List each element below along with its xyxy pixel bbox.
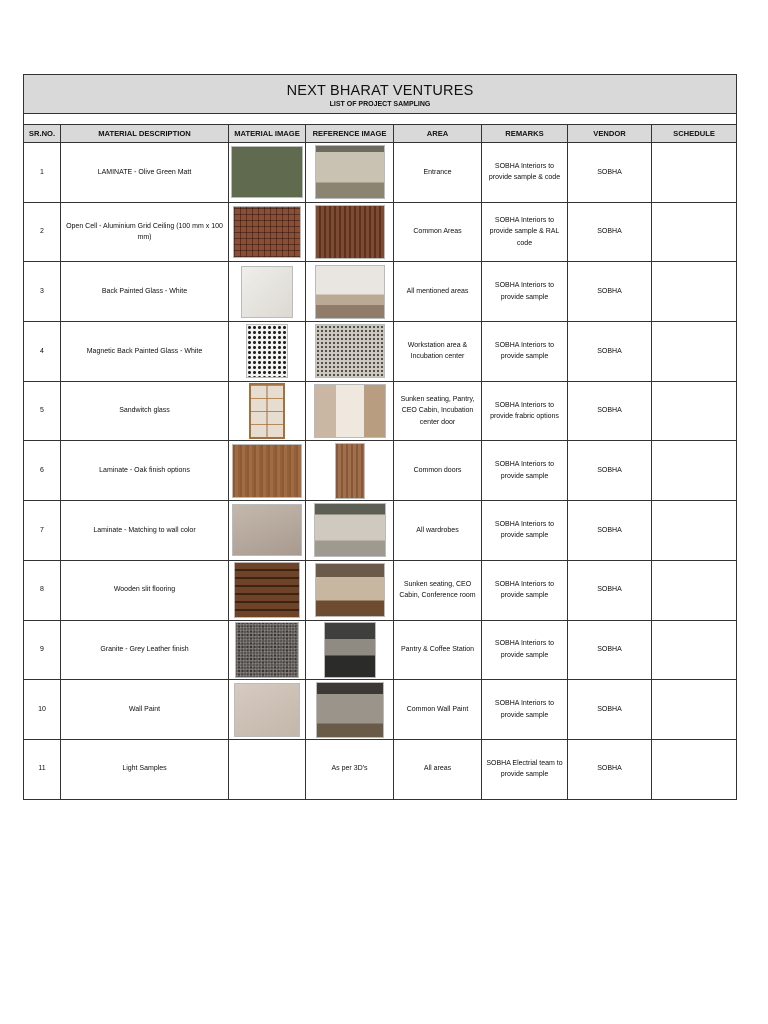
wooden-flooring-swatch (234, 562, 300, 618)
schedule (652, 680, 737, 740)
material-image (229, 680, 306, 740)
door-render-image (335, 443, 365, 499)
granite-swatch (235, 622, 299, 678)
pantry-render-image (324, 622, 376, 678)
oak-laminate-swatch (232, 444, 302, 498)
entrance-render-image (315, 145, 385, 199)
vendor: SOBHA (568, 381, 652, 441)
material-image (229, 381, 306, 441)
sr-no: 1 (24, 143, 61, 203)
reference-image (306, 501, 394, 561)
schedule (652, 620, 737, 680)
table-row (24, 620, 737, 680)
reference-image (306, 620, 394, 680)
schedule (652, 739, 737, 799)
table-row (24, 501, 737, 561)
table-row (24, 441, 737, 501)
material-description: LAMINATE - Olive Green Matt (61, 143, 229, 203)
remarks: SOBHA Interiors to provide sample & code (482, 143, 568, 203)
schedule (652, 501, 737, 561)
sunken-seating-render-image (314, 384, 386, 438)
page-subtitle: LIST OF PROJECT SAMPLING (329, 100, 431, 108)
remarks: SOBHA Interiors to provide sample & RAL code (482, 202, 568, 262)
schedule (652, 322, 737, 382)
sr-no: 8 (24, 560, 61, 620)
col-header-area: AREA (394, 125, 482, 143)
material-description: Magnetic Back Painted Glass - White (61, 322, 229, 382)
material-description: Back Painted Glass - White (61, 262, 229, 322)
vendor: SOBHA (568, 739, 652, 799)
vendor: SOBHA (568, 680, 652, 740)
schedule (652, 560, 737, 620)
area: All areas (394, 739, 482, 799)
col-header-srno: SR.NO. (24, 125, 61, 143)
page-title: NEXT BHARAT VENTURES (286, 82, 474, 99)
reference-image (306, 381, 394, 441)
remarks: SOBHA Interiors to provide sample (482, 620, 568, 680)
col-header-material-image: MATERIAL IMAGE (229, 125, 306, 143)
remarks: SOBHA Interiors to provide sample (482, 501, 568, 561)
material-image (229, 143, 306, 203)
material-image (229, 739, 306, 799)
material-image (229, 202, 306, 262)
title-row (24, 75, 737, 114)
sr-no: 5 (24, 381, 61, 441)
cabin-render-image (315, 563, 385, 617)
material-description: Laminate - Matching to wall color (61, 501, 229, 561)
wall-render-image (316, 682, 384, 738)
white-glass-swatch (241, 266, 293, 318)
sr-no: 6 (24, 441, 61, 501)
vendor: SOBHA (568, 620, 652, 680)
vendor: SOBHA (568, 202, 652, 262)
schedule (652, 441, 737, 501)
area: Entrance (394, 143, 482, 203)
wall-color-laminate-swatch (232, 504, 302, 556)
material-description: Laminate - Oak finish options (61, 441, 229, 501)
reference-image (306, 680, 394, 740)
material-description: Wooden slit flooring (61, 560, 229, 620)
glass-render-image (315, 265, 385, 319)
table-row (24, 202, 737, 262)
schedule (652, 262, 737, 322)
workstation-render-image (315, 324, 385, 378)
reference-text: As per 3D's (306, 739, 394, 799)
remarks: SOBHA Interiors to provide sample (482, 680, 568, 740)
sr-no: 7 (24, 501, 61, 561)
sr-no: 10 (24, 680, 61, 740)
schedule (652, 202, 737, 262)
area: All mentioned areas (394, 262, 482, 322)
remarks: SOBHA Interiors to provide sample (482, 322, 568, 382)
table-row (24, 739, 737, 799)
wardrobe-render-image (314, 503, 386, 557)
table-row (24, 143, 737, 203)
area: Pantry & Coffee Station (394, 620, 482, 680)
reference-image (306, 322, 394, 382)
table-row (24, 322, 737, 382)
material-description: Open Cell - Aluminium Grid Ceiling (100 mm x 100 mm) (61, 202, 229, 262)
area: Sunken seating, Pantry, CEO Cabin, Incubation center door (394, 381, 482, 441)
reference-image (306, 262, 394, 322)
col-header-material-description: MATERIAL DESCRIPTION (61, 125, 229, 143)
sampling-table (23, 74, 737, 800)
vendor: SOBHA (568, 560, 652, 620)
grid-ceiling-swatch (233, 206, 301, 258)
ceiling-render-image (315, 205, 385, 259)
col-header-reference-image: REFERENCE IMAGE (306, 125, 394, 143)
header-row (24, 125, 737, 143)
sr-no: 11 (24, 739, 61, 799)
sr-no: 4 (24, 322, 61, 382)
area: Sunken seating, CEO Cabin, Conference room (394, 560, 482, 620)
schedule (652, 143, 737, 203)
table-row (24, 560, 737, 620)
vendor: SOBHA (568, 501, 652, 561)
reference-image (306, 441, 394, 501)
olive-laminate-swatch (231, 146, 303, 198)
sr-no: 2 (24, 202, 61, 262)
material-image (229, 620, 306, 680)
vendor: SOBHA (568, 262, 652, 322)
material-description: Wall Paint (61, 680, 229, 740)
col-header-remarks: REMARKS (482, 125, 568, 143)
area: All wardrobes (394, 501, 482, 561)
material-image (229, 262, 306, 322)
remarks: SOBHA Interiors to provide sample (482, 262, 568, 322)
spacer-row (24, 114, 737, 125)
material-image (229, 560, 306, 620)
sampling-sheet (23, 74, 736, 800)
area: Common Areas (394, 202, 482, 262)
table-row (24, 381, 737, 441)
remarks: SOBHA Interiors to provide sample (482, 560, 568, 620)
material-description: Light Samples (61, 739, 229, 799)
reference-image (306, 560, 394, 620)
material-image (229, 322, 306, 382)
remarks: SOBHA Interiors to provide sample (482, 441, 568, 501)
remarks: SOBHA Electrial team to provide sample (482, 739, 568, 799)
material-image (229, 501, 306, 561)
col-header-schedule: SCHEDULE (652, 125, 737, 143)
vendor: SOBHA (568, 322, 652, 382)
schedule (652, 381, 737, 441)
sr-no: 9 (24, 620, 61, 680)
vendor: SOBHA (568, 441, 652, 501)
material-description: Sandwitch glass (61, 381, 229, 441)
area: Common doors (394, 441, 482, 501)
sr-no: 3 (24, 262, 61, 322)
sandwich-glass-swatch (249, 383, 285, 439)
material-image (229, 441, 306, 501)
vendor: SOBHA (568, 143, 652, 203)
remarks: SOBHA Interiors to provide frabric options (482, 381, 568, 441)
wall-paint-swatch (234, 683, 300, 737)
area: Workstation area & Incubation center (394, 322, 482, 382)
reference-image (306, 202, 394, 262)
table-row (24, 262, 737, 322)
area: Common Wall Paint (394, 680, 482, 740)
title-cell (24, 75, 737, 114)
table-row (24, 680, 737, 740)
reference-image (306, 143, 394, 203)
magnetic-glass-swatch (246, 324, 288, 378)
col-header-vendor: VENDOR (568, 125, 652, 143)
material-description: Granite - Grey Leather finish (61, 620, 229, 680)
